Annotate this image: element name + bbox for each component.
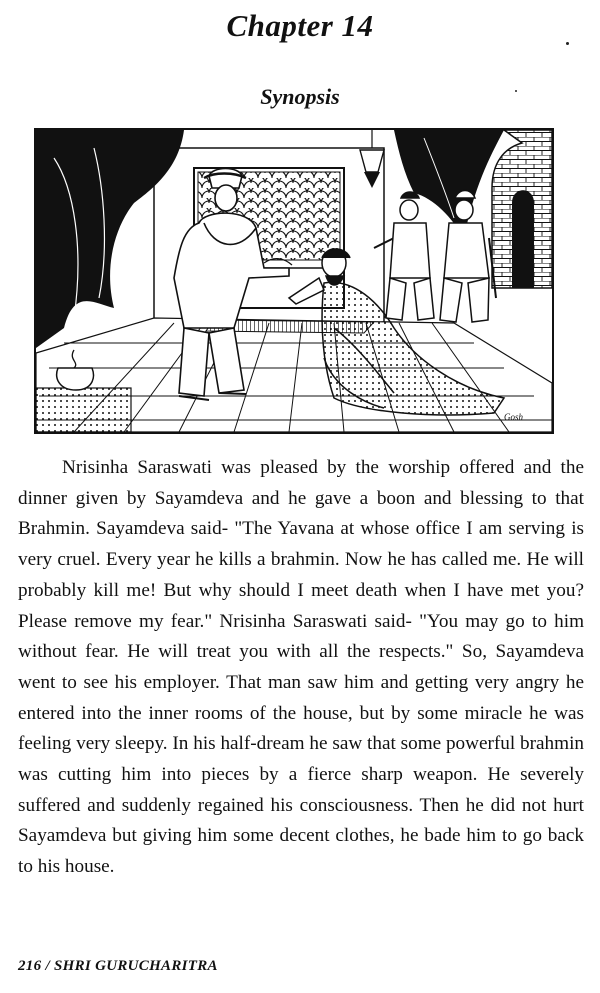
running-footer: 216 / SHRI GURUCHARITRA <box>18 958 218 974</box>
chapter-title: Chapter 14 <box>226 8 374 43</box>
section-title: Synopsis <box>260 84 340 109</box>
artist-signature: Gosh <box>504 412 524 422</box>
print-speck <box>566 42 569 45</box>
synopsis-paragraph: Nrisinha Saraswati was pleased by the worship offered and the dinner given by Sayamdeva and he gave a boon and blessing to that Brahmin. Sayamdeva said- "The Yavana at whose office I am serving is very cruel. Every year he kills a brahmin. Now he has called me. He will probably kill me! But why should I meet death when I have met you? Please remove my fear." Nrisinha Saraswati said- "You may go to him without fear. He will treat you with all the respects." So, Sayamdeva went to see his employer. That man saw him and getting very angry he entered into the inner rooms of the house, but by some miracle he was feeling very sleepy. In his half-dream he saw that some powerful brahmin was cutting him into pieces by a fierce sharp weapon. He severely suffered and suddenly regained his consciousness. Then he did not hurt Sayamdeva but giving him some decent clothes, he bade him to go back to his house. <box>18 457 584 878</box>
chapter-illustration <box>34 128 554 434</box>
